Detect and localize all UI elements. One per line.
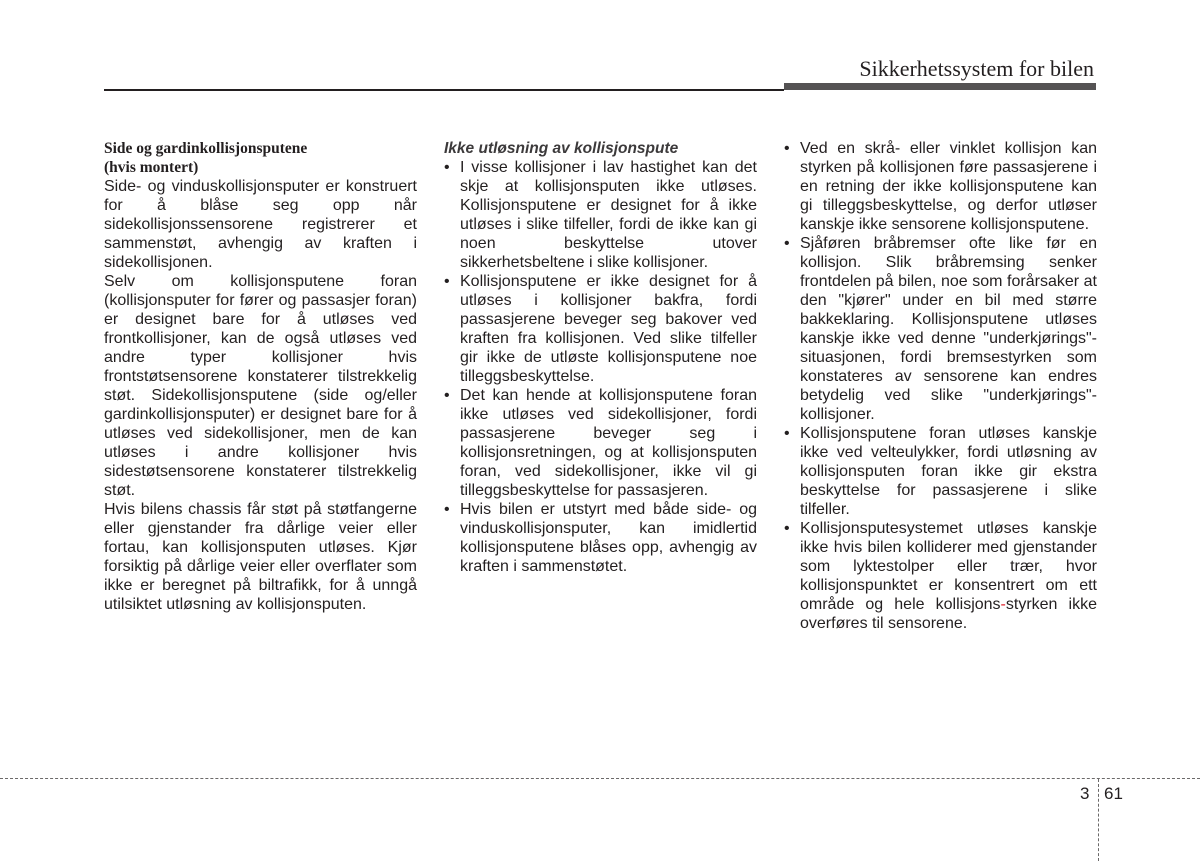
page-number: 61 — [1104, 784, 1123, 803]
list-item-text: I visse kollisjoner i lav hastighet kan det skje at kollisjonsputen ikke utløses. Kollisjonsputene er designet for å ikke utløses i slike tilfeller, fordi de ikke kan gi noen beskyttelse utover sikkerhetsbeltene i slike kollisjoner. — [460, 159, 757, 271]
bullet-icon: • — [784, 520, 790, 537]
bullet-list — [444, 158, 757, 576]
bullet-icon: • — [784, 140, 790, 157]
paragraph: Selv om kollisjonsputene foran (kollisjonsputer for fører og passasjer foran) er designet bare for å utløses ved frontkollisjoner, kan de også utløses ved andre typer kollisjoner hvis frontstøtsensorene konstaterer tilstrekkelig støt. Sidekollisjonsputene (side og/eller gardinkollisjonsputer) er designet bare for å utløses ved sidekollisjoner, men de kan utløses i andre kollisjoner hvis sidestøtsensorene konstaterer tilstrekkelig støt. — [104, 273, 417, 499]
column-2 — [444, 139, 757, 576]
header-rule-thick — [784, 83, 1096, 90]
bullet-icon: • — [444, 501, 450, 518]
page-header-title: Sikkerhetssystem for bilen — [859, 56, 1094, 81]
list-item — [444, 158, 757, 272]
list-item-text: Det kan hende at kollisjonsputene foran ikke utløses ved sidekollisjoner, fordi passasjerene beveger seg i kollisjonsretningen, og at kollisjonsputen foran, ved sidekollisjoner, ikke vil gi tilleggsbeskyttelse for passasjeren. — [460, 387, 757, 499]
list-item — [444, 386, 757, 500]
list-item-text: Sjåføren bråbremser ofte like før en kollisjon. Slik bråbremsing senker frontdelen på bilen, noe som forårsaker at den "kjører" under en bil med større bakkeklaring. Kollisjonsputene utløses kanskje ikke ved denne "underkjørings"-situasjonen, fordi bremsestyrken som konstateres av sensorene kan endres betydelig ved slike "underkjørings"-kollisjoner. — [800, 235, 1097, 423]
list-item — [444, 500, 757, 576]
paragraph: Side- og vinduskollisjonsputer er konstruert for å blåse seg opp når sidekollisjonssensorene registrerer et sammenstøt, avhengig av kraften i sidekollisjonen. — [104, 178, 417, 271]
list-item — [784, 234, 1097, 424]
list-item — [784, 519, 1097, 633]
header-rule-thin — [104, 89, 784, 91]
paragraph: Hvis bilens chassis får støt på støtfangerne eller gjenstander fra dårlige veier eller fortau, kan kollisjonsputen utløses. Kjør forsiktig på dårlige veier eller overflater som ikke er beregnet på biltrafikk, for å unngå utilsiktet utløsning av kollisjonsputen. — [104, 501, 417, 613]
list-item-text-part2: styrken ikke overføres til sensorene. — [800, 596, 1098, 632]
subsection-heading: Ikke utløsning av kollisjonspute — [444, 140, 679, 157]
footer-dashed-rule — [0, 778, 1200, 779]
bullet-icon: • — [444, 273, 450, 290]
list-item-text: Ved en skrå- eller vinklet kollisjon kan styrken på kollisjonen føre passasjerene i en retning der ikke kollisjonsputene kan gi tilleggsbeskyttelse, og derfor utløser kanskje ikke sensorene kollisjonsputene. — [800, 140, 1097, 233]
bullet-list — [784, 139, 1097, 633]
footer-dashed-divider — [1098, 779, 1099, 861]
list-item-text: Kollisjonsputene er ikke designet for å utløses i kollisjoner bakfra, fordi passasjerene beveger seg bakover ved kraften fra kollisjonen. Ved slike tilfeller gir ikke de utløste kollisjonsputene noe tilleggsbeskyttelse. — [460, 273, 757, 385]
column-1 — [104, 139, 417, 614]
list-item — [444, 272, 757, 386]
bullet-icon: • — [444, 387, 450, 404]
list-item-text: Hvis bilen er utstyrt med både side- og vinduskollisjonsputer, kan imidlertid kollisjonsputene blåses opp, avhengig av kraften i sammenstøtet. — [460, 501, 757, 575]
section-heading-line1: Side og gardinkollisjonsputene — [104, 140, 308, 157]
list-item-text: Kollisjonsputene foran utløses kanskje ikke ved velteulykker, fordi utløsning av kollisjonsputen foran ikke gir ekstra beskyttelse for passasjerene i slike tilfeller. — [800, 425, 1097, 518]
list-item — [784, 139, 1097, 234]
chapter-number: 3 — [1080, 784, 1090, 803]
section-heading — [104, 139, 417, 177]
list-item — [784, 424, 1097, 519]
bullet-icon: • — [784, 235, 790, 252]
hyphen-mark: - — [1000, 596, 1006, 613]
bullet-icon: • — [444, 159, 450, 176]
list-item-text-part1: Kollisjonsputesystemet utløses kanskje ikke hvis bilen kolliderer med gjenstander som lyktestolper eller trær, hvor kollisjonspunktet er konsentrert om ett område og hele kollisjons — [800, 520, 1097, 613]
section-heading-line2: (hvis montert) — [104, 159, 199, 176]
bullet-icon: • — [784, 425, 790, 442]
column-3 — [784, 139, 1097, 633]
